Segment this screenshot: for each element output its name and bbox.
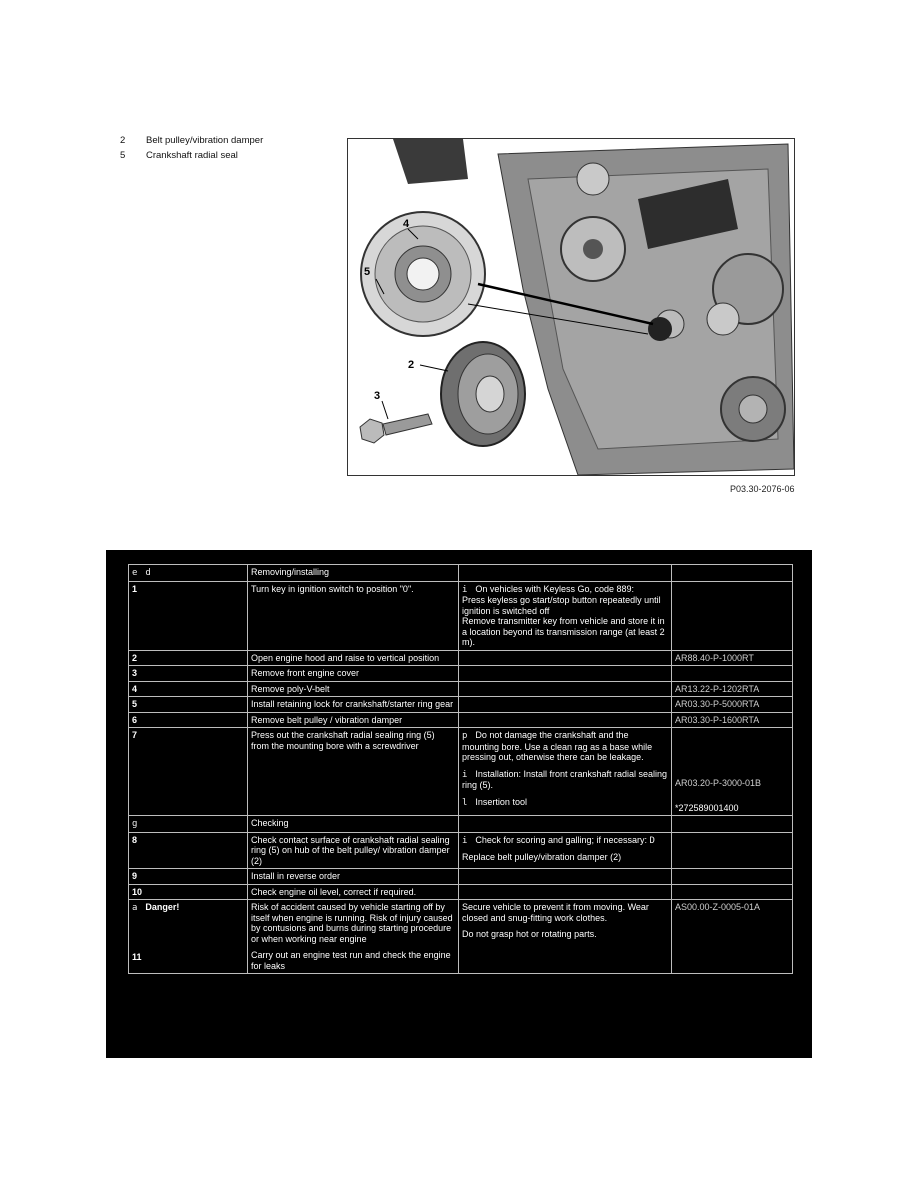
legend-label: Crankshaft radial seal bbox=[146, 150, 238, 161]
table-row bbox=[129, 666, 793, 682]
figure-id: P03.30-2076-06 bbox=[730, 484, 795, 494]
table-row bbox=[129, 884, 793, 900]
check-icon: g bbox=[132, 819, 138, 829]
table-row bbox=[129, 900, 793, 974]
info-icon: i bbox=[462, 769, 468, 780]
legend-item bbox=[120, 133, 263, 148]
danger-label: Danger! bbox=[145, 902, 180, 912]
step-number: 2 bbox=[129, 650, 248, 666]
step-reference: AR03.30-P-1600RTA bbox=[672, 712, 793, 728]
callout-3: 3 bbox=[374, 390, 381, 402]
tool-reference: *272589001400 bbox=[675, 802, 739, 813]
step-number: 7 bbox=[129, 728, 248, 816]
step-note: Insertion tool bbox=[475, 796, 527, 807]
step-note: Installation: Install front crankshaft radial sealing ring (5). bbox=[462, 768, 668, 790]
step-action: Remove belt pulley / vibration damper bbox=[248, 712, 459, 728]
step-action: Remove poly-V-belt bbox=[248, 681, 459, 697]
step-action: Carry out an engine test run and check the engine for leaks bbox=[251, 950, 451, 971]
callout-4: 4 bbox=[403, 218, 410, 230]
table-row bbox=[129, 869, 793, 885]
step-reference: AR03.20-P-3000-01B bbox=[675, 778, 762, 788]
step-action: Install retaining lock for crankshaft/starter ring gear bbox=[248, 697, 459, 713]
step-action: Check contact surface of crankshaft radial sealing ring (5) on hub of the belt pulley/ vibration damper (2) bbox=[248, 832, 459, 869]
legend-item bbox=[120, 148, 263, 163]
step-number: 4 bbox=[129, 681, 248, 697]
step-action: Turn key in ignition switch to position "0". bbox=[248, 581, 459, 650]
step-action: Install in reverse order bbox=[248, 869, 459, 885]
step-number: 6 bbox=[129, 712, 248, 728]
legend bbox=[120, 133, 263, 163]
step-action: Remove front engine cover bbox=[248, 666, 459, 682]
engine-drawing bbox=[348, 139, 794, 475]
danger-icon: a bbox=[132, 903, 138, 913]
step-number: 5 bbox=[129, 697, 248, 713]
step-note: Check for scoring and galling; if necessary: bbox=[475, 834, 648, 845]
step-note: Do not grasp hot or rotating parts. bbox=[462, 929, 597, 939]
step-note: Do not damage the crankshaft and the mounting bore. Use a clean rag as a base while pressing out, otherwise there can be leakage. bbox=[462, 730, 653, 762]
step-action: Check engine oil level, correct if required. bbox=[248, 884, 459, 900]
callout-5: 5 bbox=[364, 266, 371, 278]
engine-illustration bbox=[347, 138, 795, 476]
step-reference: AR13.22-P-1202RTA bbox=[672, 681, 793, 697]
step-number: 11 bbox=[132, 951, 142, 962]
info-icon: i bbox=[462, 584, 468, 595]
header-glyph: e bbox=[132, 568, 138, 578]
step-note: Replace belt pulley/vibration damper (2) bbox=[462, 852, 622, 862]
danger-text: Risk of accident caused by vehicle starting off by itself when engine is running. Risk of injury caused by contusions and burns during starting procedure or when working near engine bbox=[251, 902, 453, 944]
step-reference bbox=[672, 581, 793, 650]
step-action: Press out the crankshaft radial sealing ring (5) from the mounting bore with a screwdriver bbox=[248, 728, 459, 816]
table-row bbox=[129, 650, 793, 666]
warning-icon: p bbox=[462, 731, 468, 741]
info-icon: i bbox=[462, 835, 468, 846]
step-number: 10 bbox=[129, 884, 248, 900]
table-row bbox=[129, 581, 793, 650]
procedure-table bbox=[128, 564, 793, 974]
table-row bbox=[129, 712, 793, 728]
header-title: Removing/installing bbox=[248, 565, 459, 582]
step-number: 1 bbox=[129, 581, 248, 650]
tool-icon: l bbox=[462, 797, 468, 808]
step-reference: AS00.00-Z-0005-01A bbox=[672, 900, 793, 974]
step-number: 3 bbox=[129, 666, 248, 682]
arrow-icon: D bbox=[649, 835, 655, 846]
legend-label: Belt pulley/vibration damper bbox=[146, 135, 264, 146]
table-row bbox=[129, 728, 793, 816]
table-row bbox=[129, 697, 793, 713]
table-header-row bbox=[129, 565, 793, 582]
step-note: Secure vehicle to prevent it from moving. Wear closed and snug-fitting work clothes. bbox=[462, 902, 649, 923]
step-action: Open engine hood and raise to vertical position bbox=[248, 650, 459, 666]
legend-number: 2 bbox=[120, 135, 126, 146]
step-number: 8 bbox=[129, 832, 248, 869]
table-row bbox=[129, 681, 793, 697]
step-reference: AR88.40-P-1000RT bbox=[672, 650, 793, 666]
step-note: Press keyless go start/stop button repeatedly until ignition is switched off bbox=[462, 595, 661, 616]
step-note: On vehicles with Keyless Go, code 889: bbox=[475, 583, 635, 594]
table-row bbox=[129, 816, 793, 833]
step-action: Checking bbox=[248, 816, 459, 833]
step-number: 9 bbox=[129, 869, 248, 885]
legend-number: 5 bbox=[120, 150, 126, 161]
table-row bbox=[129, 832, 793, 869]
step-reference bbox=[672, 666, 793, 682]
step-note: Remove transmitter key from vehicle and store it in a location beyond its transmission range (at least 2 m). bbox=[462, 616, 665, 647]
step-reference: AR03.30-P-5000RTA bbox=[672, 697, 793, 713]
callout-2: 2 bbox=[408, 359, 415, 371]
header-glyph: d bbox=[145, 568, 151, 578]
procedure-panel bbox=[106, 550, 812, 1058]
